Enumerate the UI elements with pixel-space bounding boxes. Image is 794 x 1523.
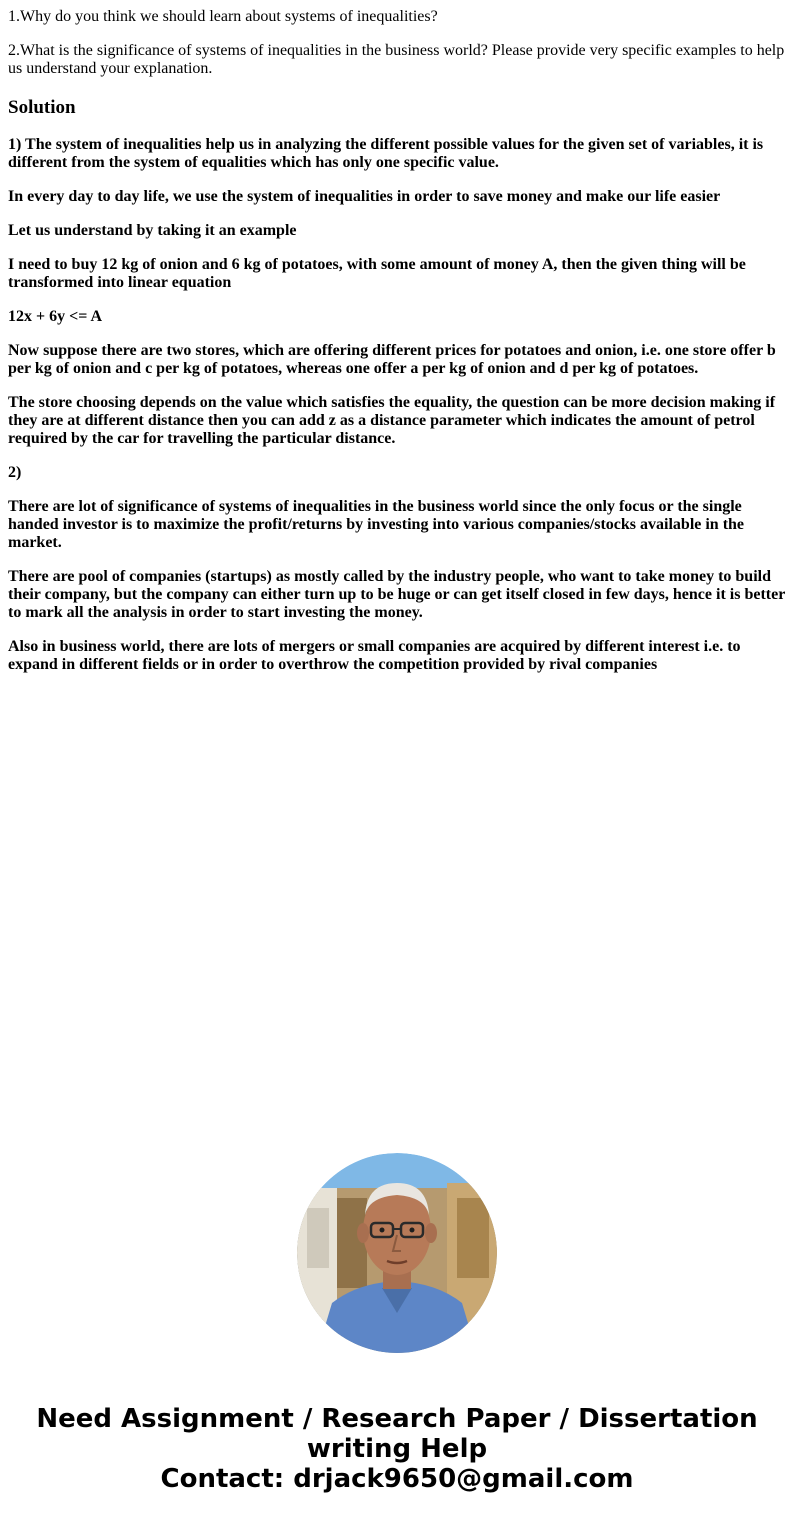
answer-paragraph: Now suppose there are two stores, which are offering different prices for potatoes and onion, i.e. one store offer b per kg of onion and c per kg of potatoes, whereas one offer a per kg of onion and d per kg of potatoes. xyxy=(8,342,776,377)
answer-paragraph: 1) The system of inequalities help us in analyzing the different possible values for the given set of variables, it is different from the system of equalities which has only one specific value. xyxy=(8,136,764,171)
question-2: 2.What is the significance of systems of inequalities in the business world? Please provide very specific examples to help us understand your explanation. xyxy=(8,42,785,77)
answer-paragraph: Also in business world, there are lots of mergers or small companies are acquired by different interest i.e. to expand in different fields or in order to overthrow the competition provided by rival companies xyxy=(8,638,741,673)
answer-part-2-label: 2) xyxy=(8,464,22,481)
contact-banner xyxy=(0,1404,794,1494)
banner-contact-line: Contact: drjack9650@gmail.com xyxy=(160,1464,634,1494)
author-avatar xyxy=(297,1153,497,1353)
solution-heading: Solution xyxy=(8,97,76,118)
answer-paragraph: There are lot of significance of systems of inequalities in the business world since the only focus or the single handed investor is to maximize the profit/returns by investing into various companies/stocks available in the market. xyxy=(8,498,745,551)
answer-paragraph: I need to buy 12 kg of onion and 6 kg of potatoes, with some amount of money A, then the given thing will be transformed into linear equation xyxy=(8,256,746,291)
author-portrait-image xyxy=(297,1153,497,1353)
answer-paragraph: Let us understand by taking it an example xyxy=(8,222,297,239)
banner-line-2: writing Help xyxy=(306,1434,488,1464)
answer-paragraph: In every day to day life, we use the system of inequalities in order to save money and make our life easier xyxy=(8,188,721,205)
answer-equation: 12x + 6y <= A xyxy=(8,308,103,325)
answer-paragraph: There are pool of companies (startups) as mostly called by the industry people, who want to take money to build their company, but the company can either turn up to be huge or can get itself closed in few days, hence it is better to mark all the analysis in order to start investing the money. xyxy=(8,568,786,621)
banner-line-1: Need Assignment / Research Paper / Dissertation xyxy=(36,1404,758,1434)
solution-body xyxy=(8,136,786,690)
question-1: 1.Why do you think we should learn about systems of inequalities? xyxy=(8,8,438,25)
answer-paragraph: The store choosing depends on the value which satisfies the equality, the question can be more decision making if they are at different distance then you can add z as a distance parameter which indicates the amount of petrol required by the car for travelling the particular distance. xyxy=(8,394,776,447)
